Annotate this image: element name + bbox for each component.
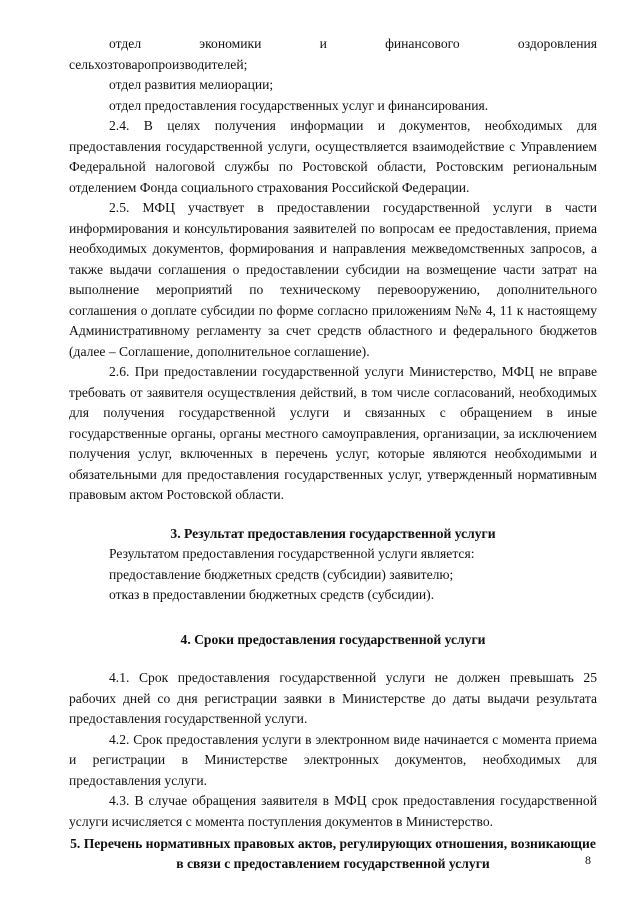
paragraph-4-3: 4.3. В случае обращения заявителя в МФЦ срок предоставления государственной услуги исчисляется с момента поступления документов в Министерство. <box>69 793 597 829</box>
department-melioration: отдел развития мелиорации; <box>109 77 274 92</box>
page-number: 8 <box>585 853 591 867</box>
section-3-heading: 3. Результат предоставления государственной услуги <box>170 525 496 541</box>
paragraph-4-2: 4.2. Срок предоставления услуги в электронном виде начинается с момента приема и регистрации в Министерстве электронных документов, необходимых для предоставления услуги. <box>69 731 597 788</box>
section-5-heading: 5. Перечень нормативных правовых актов, регулирующих отношения, возникающие в связи с предоставлением государственной услуги <box>70 836 596 871</box>
paragraph-4-1: 4.1. Срок предоставления государственной услуги не должен превышать 25 рабочих дней со дня регистрации заявки в Министерстве до даты выдачи результата предоставления государственной услуги. <box>69 670 597 726</box>
section-4-heading: 4. Сроки предоставления государственной услуги <box>180 631 486 647</box>
paragraph-2-4: 2.4. В целях получения информации и документов, необходимых для предоставления государственной услуги, осуществляется взаимодействие с Управлением Федеральной налоговой службы по Ростовской области, Ростовским региональным отделением Фонда социального страхования Российской Федерации. <box>69 118 597 195</box>
paragraph-2-6: 2.6. При предоставлении государственной услуги Министерство, МФЦ не вправе требовать от заявителя осуществления действий, в том числе согласований, необходимых для получения государственной услуги и связанных с обращением в иные государственные органы, органы местного самоуправления, организации, за исключением получения услуг, включенных в перечень услуг, которые являются необходимыми и обязательными для предоставления государственных услуг, утвержденный нормативным правовым актом Ростовской области. <box>69 364 597 502</box>
section-3-line-1: Результатом предоставления государственной услуги является: <box>109 546 475 561</box>
department-economics-line: отдел экономики и финансового оздоровления <box>109 36 597 51</box>
section-3-line-2: предоставление бюджетных средств (субсидии) заявителю; <box>109 566 454 582</box>
paragraph-2-5: 2.5. МФЦ участвует в предоставлении государственной услуги в части информирования и консультирования заявителей по вопросам ее предоставления, приема необходимых документов, формирования и направления межведомственных запросов, а также выдачи соглашения о предоставлении субсидии на возмещение части затрат на выполнение мероприятий по техническому перевооружению, дополнительного соглашения о доплате субсидии по форме согласно приложениям №№ 4, 11 к настоящему Административному регламенту за счет средств областного и федерального бюджетов (далее – Соглашение, дополнительное соглашение). <box>69 200 597 359</box>
document-page <box>69 34 597 873</box>
department-economics-continuation: сельхозтоваропроизводителей; <box>69 56 248 72</box>
department-services: отдел предоставления государственных услуг и финансирования. <box>109 97 489 113</box>
section-3-line-3: отказ в предоставлении бюджетных средств (субсидии). <box>109 587 435 602</box>
